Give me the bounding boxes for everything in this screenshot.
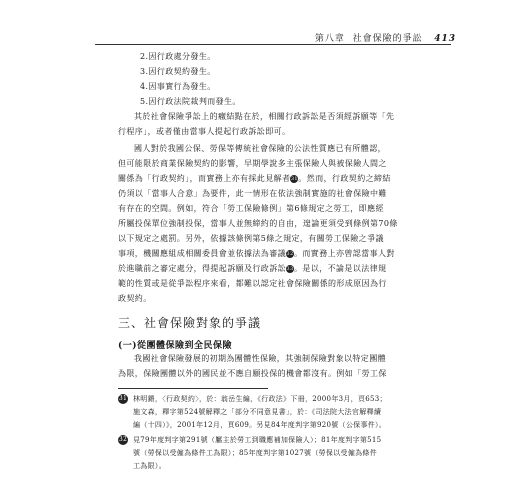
footnote-rule <box>118 388 268 389</box>
footnote-line <box>118 393 387 405</box>
footnote-line: 編（十四）》，2001年12月，頁609。另見84年度判字第920號（公保事件）。 <box>133 421 387 429</box>
paragraph-line: 以下規定之處罰。另外，依據該條例第5條之規定，有關勞工保險之爭議 <box>118 234 384 243</box>
footnote-number: 32 <box>118 436 128 443</box>
footnote-line: 施文森，釋字第524號解釋之「部分不同意見書」，於：《司法院大法官解釋續 <box>133 408 382 416</box>
chapter-title: 社會保險的爭訟 <box>352 34 423 44</box>
paragraph-text: 事項，機關應組成相關委員會並依據法為審議 <box>118 249 286 258</box>
header-rule <box>95 44 451 45</box>
page-header <box>315 31 456 44</box>
list-item: 5.因行政法院裁判而發生。 <box>140 97 241 106</box>
paragraph-line <box>118 172 391 186</box>
footnote-line <box>118 434 381 446</box>
paragraph-line: 所屬投保單位強制投保，當事人並無締約的自由，遑論更須受到條例第70條 <box>118 219 398 228</box>
paragraph-line: 仍須以「當事人合意」為要件，此一情形在依法強制實施的社會保險中難 <box>118 189 387 198</box>
page-number: 413 <box>434 34 456 44</box>
list-item: 2.因行政處分發生。 <box>140 52 216 61</box>
footnote-ref[interactable]: 33 <box>286 266 294 272</box>
paragraph-line <box>118 247 395 261</box>
footnote-ref[interactable]: 31 <box>290 176 298 182</box>
footnote-text: 林明鏘，〈行政契約〉，於：翁岳生編，《行政法》下冊，2000年3月，頁653； <box>133 395 387 403</box>
paragraph-line: 我國社會保險發展的初期為團體性保險，其強制保險對象以特定團體 <box>134 354 386 363</box>
paragraph-text: 。而實務上亦曾認當事人對 <box>294 249 395 258</box>
footnote-line: 號（勞保以受僱為條件工為限）；85年度判字第1027號（勞保以受僱為條件 <box>133 449 378 457</box>
footnote-text: 見79年度判字第291號（屬主於勞工到職應補加保險人）；81年度判字第515 <box>133 436 382 444</box>
footnote-number: 31 <box>118 395 128 402</box>
list-item: 4.因事實行為發生。 <box>140 82 216 91</box>
footnote-ref[interactable]: 32 <box>286 251 294 257</box>
footnote-line: 工為限）。 <box>133 462 166 470</box>
paragraph-line <box>118 262 386 276</box>
paragraph-line: 為限，保險團體以外的國民並不應自願投保的機會都沒有。例如「勞工保 <box>118 369 387 378</box>
subsection-heading: (一)從團體保險到全民保險 <box>118 341 233 351</box>
paragraph-line: 但可能限於商業保險契約的影響，早期學說多主張保險人與被保險人間之 <box>118 159 387 168</box>
paragraph-text: 。然而，行政契約之締結 <box>298 174 391 183</box>
paragraph-line: 政契約。 <box>118 294 152 303</box>
chapter-label: 第八章 <box>314 34 345 44</box>
paragraph-line: 其於社會保險爭訟上的癥結點在於，相關行政訴訟是否須經訴願等「先 <box>134 112 395 121</box>
paragraph-text: 。是以，不論是以法律規 <box>294 264 387 273</box>
paragraph-line: 有存在的空間。例如，符合「勞工保險條例」第6條規定之勞工，即應經 <box>118 204 384 213</box>
paragraph-text: 於進職前之審定處分，得提起訴願及行政訴訟 <box>118 264 286 273</box>
section-heading: 三、社會保險對象的爭議 <box>118 316 262 330</box>
paragraph-line: 國人對於我國公保、勞保等傳統社會保險的公法性質應已有所體認， <box>134 144 386 153</box>
paragraph-line: 行程序」，或者僅由當事人提起行政訴訟即可。 <box>118 127 291 136</box>
list-item: 3.因行政契約發生。 <box>140 67 216 76</box>
paragraph-line: 範的性質或是從爭訟程序來看，都難以認定社會保險關係的形成原因為行 <box>118 279 387 288</box>
paragraph-text: 關係為「行政契約」，而實務上亦有採此見解者 <box>118 174 291 183</box>
